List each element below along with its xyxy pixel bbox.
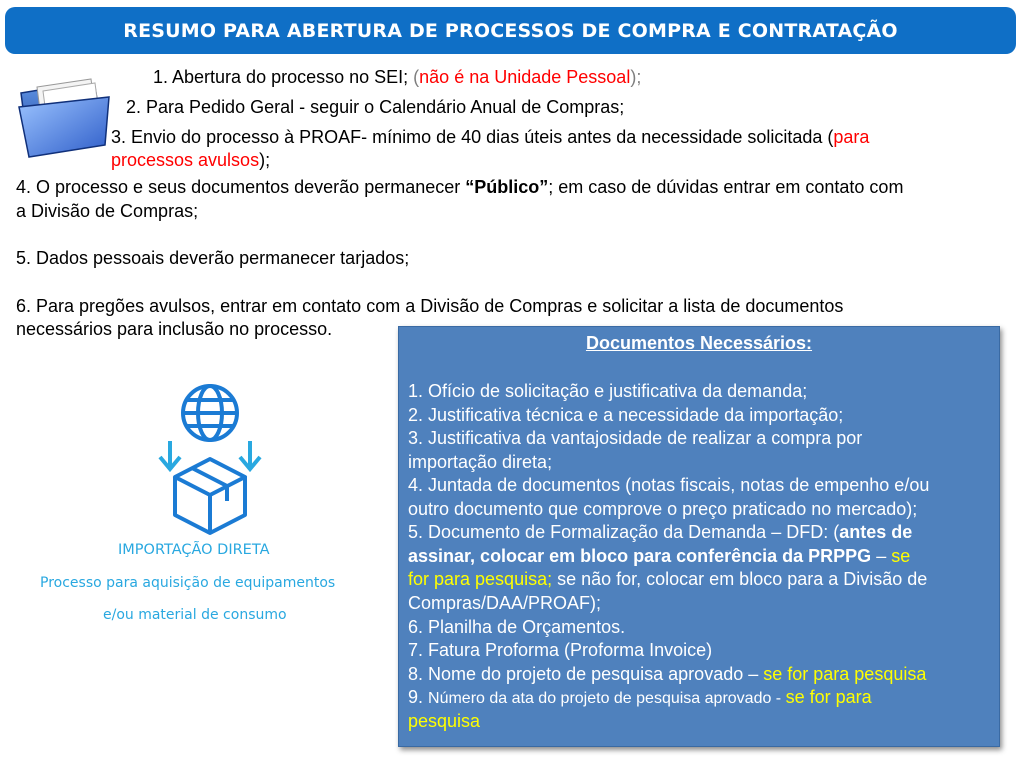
step-1: 1. Abertura do processo no SEI; (não é na Unidade Pessoal); [153, 67, 642, 87]
doc-6: 6. Planilha de Orçamentos. [408, 617, 626, 637]
banner-title: RESUMO PARA ABERTURA DE PROCESSOS DE COMPRA E CONTRATAÇÃO [123, 19, 898, 42]
step-6: 6. Para pregões avulsos, entrar em contato com a Divisão de Compras e solicitar a lista de documentos [16, 296, 844, 316]
doc-7: 7. Fatura Proforma (Proforma Invoice) [408, 640, 713, 660]
step-6-cont: necessários para inclusão no processo. [16, 319, 333, 339]
doc-4-cont: outro documento que comprove o preço praticado no mercado); [408, 499, 918, 519]
title-banner [5, 7, 1016, 54]
doc-5-cont2: for para pesquisa; se não for, colocar em bloco para a Divisão de [408, 569, 928, 589]
required-documents-box [398, 326, 1000, 747]
docs-heading: Documentos Necessários: [585, 333, 813, 353]
doc-1: 1. Ofício de solicitação e justificativa da demanda; [408, 381, 808, 401]
doc-5: 5. Documento de Formalização da Demanda – DFD: (antes de [408, 522, 913, 542]
folder-icon [15, 75, 115, 161]
globe-box-import-icon [150, 383, 270, 538]
doc-5-cont3: Compras/DAA/PROAF); [408, 593, 602, 613]
step-2: 2. Para Pedido Geral - seguir o Calendário Anual de Compras; [126, 97, 625, 117]
step-4-cont: a Divisão de Compras; [16, 201, 199, 221]
doc-3: 3. Justificativa da vantajosidade de realizar a compra por [408, 428, 863, 448]
import-subtitle-2: e/ou material de consumo [103, 607, 287, 623]
doc-2: 2. Justificativa técnica e a necessidade da importação; [408, 405, 844, 425]
doc-3-cont: importação direta; [408, 452, 553, 472]
step-3-cont: processos avulsos); [111, 150, 271, 170]
doc-9: 9. Número da ata do projeto de pesquisa aprovado - se for para [408, 687, 872, 707]
step-4: 4. O processo e seus documentos deverão permanecer “Público”; em caso de dúvidas entrar em contato com [16, 177, 904, 197]
step-5: 5. Dados pessoais deverão permanecer tarjados; [16, 248, 410, 268]
doc-9-cont: pesquisa [408, 711, 481, 731]
step-3: 3. Envio do processo à PROAF- mínimo de 40 dias úteis antes da necessidade solicitada (para [111, 127, 870, 147]
import-title: IMPORTAÇÃO DIRETA [118, 542, 270, 558]
doc-5-cont: assinar, colocar em bloco para conferência da PRPPG – se [408, 546, 911, 566]
doc-8: 8. Nome do projeto de pesquisa aprovado – se for para pesquisa [408, 664, 927, 684]
import-subtitle-1: Processo para aquisição de equipamentos [40, 575, 336, 591]
doc-4: 4. Juntada de documentos (notas fiscais, notas de empenho e/ou [408, 475, 930, 495]
